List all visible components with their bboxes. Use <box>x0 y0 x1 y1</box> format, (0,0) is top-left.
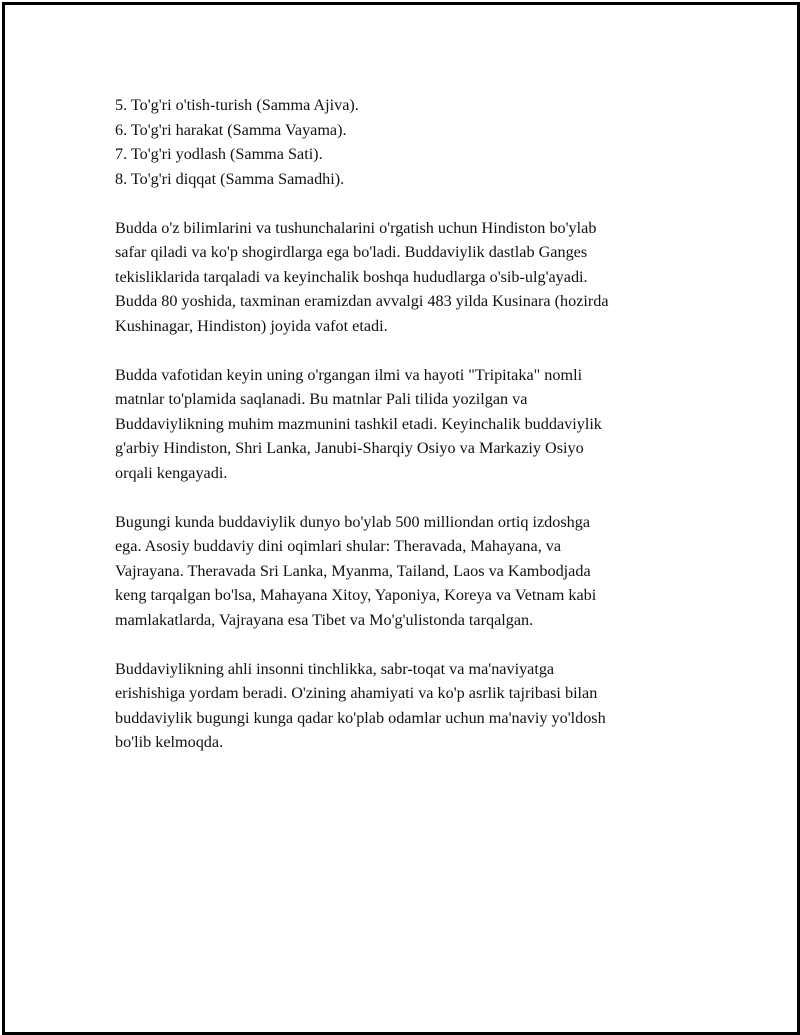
paragraph-line: g'arbiy Hindiston, Shri Lanka, Janubi-Sharqiy Osiyo va Markaziy Osiyo <box>115 439 584 457</box>
paragraph-line: Vajrayana. Theravada Sri Lanka, Myanma, Tailand, Laos va Kambodjada <box>115 561 591 580</box>
paragraph-line: buddaviylik bugungi kunga qadar ko'plab odamlar uchun ma'naviy yo'ldosh <box>115 708 606 727</box>
list-item-6: 6. To'g'ri harakat (Samma Vayama). <box>115 120 347 139</box>
paragraph-line: Bugungi kunda buddaviylik dunyo bo'ylab 500 milliondan ortiq izdoshga <box>115 512 591 531</box>
paragraph-line: Kushinagar, Hindiston) joyida vafot etadi. <box>115 316 388 335</box>
list-item-7: 7. To'g'ri yodlash (Samma Sati). <box>115 145 323 163</box>
paragraph-tripitaka <box>115 363 695 486</box>
paragraph-line: orqali kengayadi. <box>115 463 228 482</box>
paragraph-line: Buddaviylikning muhim mazmunini tashkil etadi. Keyinchalik buddaviylik <box>115 414 602 433</box>
paragraph-line: Budda o'z bilimlarini va tushunchalarini o'rgatish uchun Hindiston bo'ylab <box>115 218 597 237</box>
document-body <box>115 93 695 755</box>
paragraph-conclusion <box>115 657 695 755</box>
numbered-list <box>115 93 695 191</box>
paragraph-line: safar qiladi va ko'p shogirdlarga ega bo'ladi. Buddaviylik dastlab Ganges <box>115 243 588 261</box>
paragraph-line: Budda vafotidan keyin uning o'rgangan ilmi va hayoti "Tripitaka" nomli <box>115 365 583 384</box>
paragraph-line: keng tarqalgan bo'lsa, Mahayana Xitoy, Yaponiya, Koreya va Vetnam kabi <box>115 586 597 604</box>
paragraph-budda-travels <box>115 216 695 339</box>
paragraph-modern-buddhism <box>115 510 695 633</box>
list-item-8: 8. To'g'ri diqqat (Samma Samadhi). <box>115 169 345 188</box>
list-item-5: 5. To'g'ri o'tish-turish (Samma Ajiva). <box>115 96 359 114</box>
paragraph-line: Budda 80 yoshida, taxminan eramizdan avvalgi 483 yilda Kusinara (hozirda <box>115 292 609 310</box>
paragraph-line: matnlar to'plamida saqlanadi. Bu matnlar Pali tilida yozilgan va <box>115 390 528 408</box>
paragraph-line: ega. Asosiy buddaviy dini oqimlari shular: Theravada, Mahayana, va <box>115 537 562 555</box>
paragraph-line: erishishiga yordam beradi. O'zining ahamiyati va ko'p asrlik tajribasi bilan <box>115 684 598 702</box>
paragraph-line: Buddaviylikning ahli insonni tinchlikka, sabr-toqat va ma'naviyatga <box>115 659 555 678</box>
paragraph-line: bo'lib kelmoqda. <box>115 733 224 751</box>
paragraph-line: tekisliklarida tarqaladi va keyinchalik boshqa hududlarga o'sib-ulg'ayadi. <box>115 267 588 286</box>
paragraph-line: mamlakatlarda, Vajrayana esa Tibet va Mo'g'ulistonda tarqalgan. <box>115 610 534 629</box>
